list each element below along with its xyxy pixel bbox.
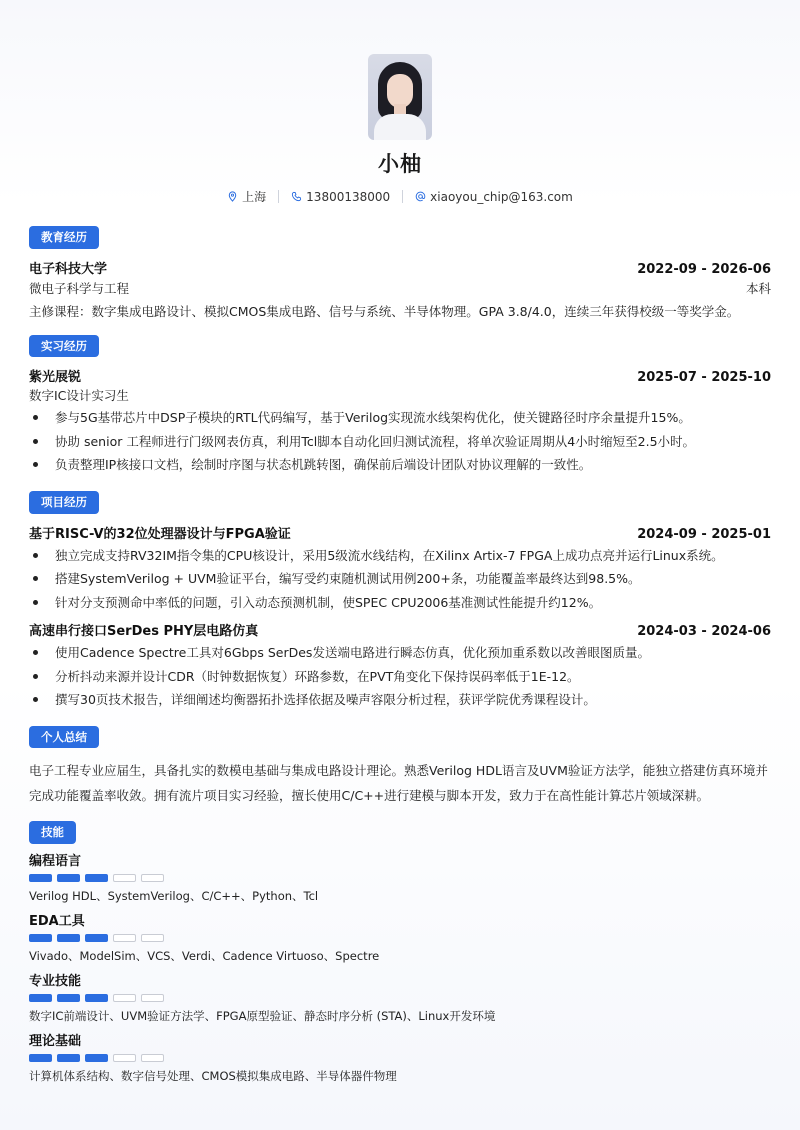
skill-level-empty (113, 934, 136, 942)
at-sign-icon (415, 191, 426, 202)
location-text: 上海 (242, 190, 267, 204)
skill-level-filled (57, 874, 80, 882)
school-name: 电子科技大学 (29, 261, 108, 277)
education-row (29, 258, 771, 277)
skill-level-filled (57, 994, 80, 1002)
contact-phone (279, 190, 402, 204)
list-item: 搭建SystemVerilog + UVM验证平台，编写受约束随机测试用例200+条，功能覆盖率最终达到98.5%。 (29, 567, 771, 591)
skill-desc: Verilog HDL、SystemVerilog、C/C++、Python、Tcl (29, 888, 319, 903)
email-text[interactable]: xiaoyou_chip@163.com (430, 189, 573, 204)
education-subrow (29, 279, 771, 297)
skill-level-filled (57, 1054, 80, 1062)
resume-header (29, 0, 771, 205)
summary-text: 电子工程专业应届生，具备扎实的数模电基础与集成电路设计理论。熟悉Verilog HDL语言及UVM验证方法学，能独立搭建仿真环境并完成功能覆盖率收敛。拥有流片项目实习经验，擅长使用C/C++进行建模与脚本开发，致力于在高性能计算芯片领域深耕。 (29, 763, 768, 804)
project-title: 基于RISC-V的32位处理器设计与FPGA验证 (29, 526, 291, 542)
skill-level (29, 1054, 771, 1062)
skill-group (29, 1030, 771, 1084)
contact-email[interactable] (403, 190, 585, 204)
internship-bullets (29, 406, 771, 477)
courses-text: 主修课程：数字集成电路设计、模拟CMOS集成电路、信号与系统、半导体物理。GPA 3.8/4.0，连续三年获得校级一等奖学金。 (29, 303, 740, 319)
skill-level-filled (29, 1054, 52, 1062)
education-section (29, 226, 771, 323)
education-heading: 教育经历 (29, 226, 99, 249)
skill-level-empty (113, 994, 136, 1002)
summary-heading: 个人总结 (29, 726, 99, 749)
skill-level (29, 934, 771, 942)
skill-name: 理论基础 (29, 1033, 82, 1049)
skills-section (29, 821, 771, 1084)
project-title: 高速串行接口SerDes PHY层电路仿真 (29, 624, 259, 640)
summary-section (29, 726, 771, 809)
education-dates: 2022-09 - 2026-06 (637, 261, 771, 277)
skill-group (29, 970, 771, 1024)
internship-row (29, 366, 771, 385)
skill-name: 专业技能 (29, 973, 82, 989)
skill-level-filled (29, 934, 52, 942)
skill-level-empty (141, 994, 164, 1002)
phone-text: 13800138000 (306, 189, 391, 204)
list-item: 使用Cadence Spectre工具对6Gbps SerDes发送端电路进行瞬态仿真，优化预加重系数以改善眼图质量。 (29, 641, 771, 665)
degree: 本科 (745, 280, 771, 296)
internship-heading: 实习经历 (29, 335, 99, 358)
project-row (29, 523, 771, 542)
phone-icon (291, 191, 302, 202)
skill-level-filled (85, 934, 108, 942)
project-dates: 2024-09 - 2025-01 (637, 526, 771, 542)
skill-level-empty (141, 934, 164, 942)
skill-desc: 计算机体系结构、数字信号处理、CMOS模拟集成电路、半导体器件物理 (29, 1068, 397, 1083)
internship-section (29, 335, 771, 477)
skill-group (29, 850, 771, 904)
internship-dates: 2025-07 - 2025-10 (637, 370, 771, 386)
contact-location (215, 188, 278, 205)
skill-name: EDA工具 (29, 913, 85, 929)
projects-heading: 项目经历 (29, 491, 99, 514)
company-name: 紫光展锐 (29, 370, 82, 386)
skill-level-filled (85, 1054, 108, 1062)
candidate-name: 小柚 (378, 152, 422, 176)
skill-group (29, 910, 771, 964)
list-item: 分析抖动来源并设计CDR（时钟数据恢复）环路参数，在PVT角变化下保持误码率低于1E-12。 (29, 665, 771, 689)
list-item: 负责整理IP核接口文档，绘制时序图与状态机跳转图，确保前后端设计团队对协议理解的一致性。 (29, 453, 771, 477)
list-item: 独立完成支持RV32IM指令集的CPU核设计，采用5级流水线结构，在Xilinx Artix-7 FPGA上成功点亮并运行Linux系统。 (29, 544, 771, 568)
skill-level-empty (113, 874, 136, 882)
skill-level-filled (57, 934, 80, 942)
skill-level-filled (85, 874, 108, 882)
skill-level-filled (85, 994, 108, 1002)
skill-name: 编程语言 (29, 853, 82, 869)
skill-level-empty (141, 1054, 164, 1062)
skill-level-filled (29, 994, 52, 1002)
skills-heading: 技能 (29, 821, 76, 844)
list-item: 撰写30页技术报告，详细阐述均衡器拓扑选择依据及噪声容限分析过程，获评学院优秀课程设计。 (29, 688, 771, 712)
avatar (368, 54, 432, 140)
skill-level-empty (141, 874, 164, 882)
list-item: 协助 senior 工程师进行门级网表仿真，利用Tcl脚本自动化回归测试流程，将单次验证周期从4小时缩短至2.5小时。 (29, 430, 771, 454)
skill-level-filled (29, 874, 52, 882)
location-pin-icon (227, 191, 238, 202)
skill-level (29, 994, 771, 1002)
skill-desc: 数字IC前端设计、UVM验证方法学、FPGA原型验证、静态时序分析 (STA)、Linux开发环境 (29, 1008, 496, 1023)
list-item: 针对分支预测命中率低的问题，引入动态预测机制，使SPEC CPU2006基准测试性能提升约12%。 (29, 591, 771, 615)
skill-desc: Vivado、ModelSim、VCS、Verdi、Cadence Virtuoso、Spectre (29, 948, 380, 963)
projects-section (29, 491, 771, 712)
project-bullets (29, 544, 771, 615)
project-bullets (29, 641, 771, 712)
project-dates: 2024-03 - 2024-06 (637, 624, 771, 640)
skill-level-empty (113, 1054, 136, 1062)
skill-level (29, 874, 771, 882)
contact-bar (29, 188, 771, 205)
project-row (29, 620, 771, 639)
skills-list (29, 850, 771, 1084)
major: 微电子科学与工程 (29, 280, 130, 296)
list-item: 参与5G基带芯片中DSP子模块的RTL代码编写，基于Verilog实现流水线架构优化，使关键路径时序余量提升15%。 (29, 406, 771, 430)
internship-role: 数字IC设计实习生 (29, 388, 129, 404)
